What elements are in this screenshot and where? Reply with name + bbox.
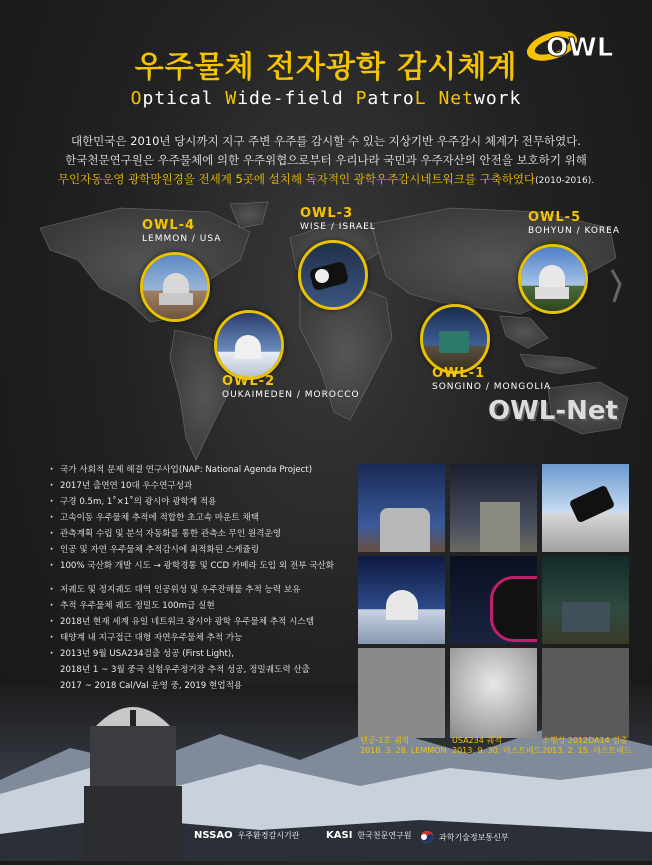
list-item: · 국가 사회적 문제 해결 연구사업(NAP: National Agenda Project) xyxy=(50,462,370,478)
grid-photo-trail xyxy=(450,648,537,738)
station-owl3-label: OWL-3 WISE / ISRAEL xyxy=(300,206,376,232)
grid-photo xyxy=(358,464,445,552)
list-item: · 100% 국산화 개발 시도 → 광학경통 및 CCD 카메라 도입 외 전부 국산화 xyxy=(50,558,370,574)
grid-photo xyxy=(450,464,537,552)
list-item: · 구경 0.5m, 1˚×1˚의 광시야 광학계 적용 xyxy=(50,494,370,510)
msit-logo: 과학기술정보통신부 xyxy=(420,830,509,844)
feature-list xyxy=(50,462,370,694)
grid-photo-trail xyxy=(542,648,629,738)
feature-group-2 xyxy=(50,582,370,662)
page-subtitle: Optical Wide-field PatroL Network xyxy=(130,88,522,109)
station-owl3-photo xyxy=(298,240,368,310)
list-item: · 관측계획 수립 및 분석 자동화를 통한 관측소 무인 원격운영 xyxy=(50,526,370,542)
owl-net-logo: OWL-Net xyxy=(488,396,618,426)
list-item: · 저궤도 및 정지궤도 대역 인공위성 및 우주잔해물 추적 능력 보유 xyxy=(50,582,370,598)
list-item: · 인공 및 자연 우주물체 추적감시에 최적화된 스케쥴링 xyxy=(50,542,370,558)
list-item-continuation: 2018년 1 ~ 3월 중국 실험우주정거장 추적 성공, 정밀궤도력 산출 xyxy=(60,665,310,675)
photo-caption: 소행성 2012DA14 검출 2013. 2. 15. 테스트베드 xyxy=(542,736,632,755)
taegeuk-icon xyxy=(420,830,434,844)
photo-grid xyxy=(358,464,630,756)
grid-photo xyxy=(542,556,629,644)
grid-photo-trail xyxy=(358,648,445,738)
intro-text xyxy=(20,132,632,191)
footer-logos xyxy=(0,826,652,848)
list-item: · 태양계 내 지구접근 대형 자연우주물체 추적 가능 xyxy=(50,630,370,646)
feature-group-1 xyxy=(50,462,370,574)
list-item: · 2018년 현재 세계 유일 네트워크 광시야 광학 우주물체 추적 시스템 xyxy=(50,614,370,630)
station-owl5-label: OWL-5 BOHYUN / KOREA xyxy=(528,210,621,236)
grid-photo xyxy=(542,464,629,552)
page-title: 우주물체 전자광학 감시체계 xyxy=(134,50,518,85)
list-item-continuation: 2017 ~ 2018 Cal/Val 운영 중, 2019 현업적용 xyxy=(60,681,243,691)
list-item: · 추적 우주물체 궤도 정밀도 100m급 실현 xyxy=(50,598,370,614)
photo-caption: 텐궁-1호 궤적 2018. 3. 28. LEMMON xyxy=(360,736,447,755)
grid-photo xyxy=(450,556,537,644)
intro-line-1: 대한민국은 2010년 당시까지 지구 주변 우주를 감시할 수 있는 지상기반 우주감시 체계가 전무하였다. xyxy=(70,134,582,148)
grid-photo xyxy=(358,556,445,644)
owl-logo-text: OWL xyxy=(546,33,614,63)
station-owl2-label: OWL-2 OUKAIMEDEN / MOROCCO xyxy=(222,374,360,400)
world-map-shape xyxy=(0,198,652,468)
list-item: · 2013년 9월 USA234검출 성공 (First Light), xyxy=(50,646,370,662)
station-owl4-label: OWL-4 LEMMON / USA xyxy=(142,218,222,244)
list-item: · 고속이동 우주물체 추적에 적합한 초고속 마운트 채택 xyxy=(50,510,370,526)
kasi-logo: KASI 한국천문연구원 xyxy=(326,830,412,841)
station-owl2-photo xyxy=(214,310,284,380)
world-map xyxy=(0,198,652,468)
list-item: · 2017년 출연연 10대 우수연구성과 xyxy=(50,478,370,494)
intro-years: (2010-2016). xyxy=(535,176,595,186)
station-owl1-label: OWL-1 SONGINO / MONGOLIA xyxy=(432,366,552,392)
photo-caption: USA234 궤적 2013. 9. 30. 테스트베드 xyxy=(452,736,542,755)
station-owl1-photo xyxy=(420,304,490,374)
owl-logo xyxy=(522,22,626,70)
intro-line-3: 무인자동운영 광학망원경을 전세계 5곳에 설치해 독자적인 광학우주감시네트워크를 구축하였다 xyxy=(57,172,536,186)
station-owl4-photo xyxy=(140,252,210,322)
nssao-logo: NSSAO 우주환경감시기관 xyxy=(194,830,300,841)
intro-line-2: 한국천문연구원은 우주물체에 의한 우주위협으로부터 우리나라 국민과 우주자산의 안전을 보호하기 위해 xyxy=(65,153,587,167)
station-owl5-photo xyxy=(518,244,588,314)
